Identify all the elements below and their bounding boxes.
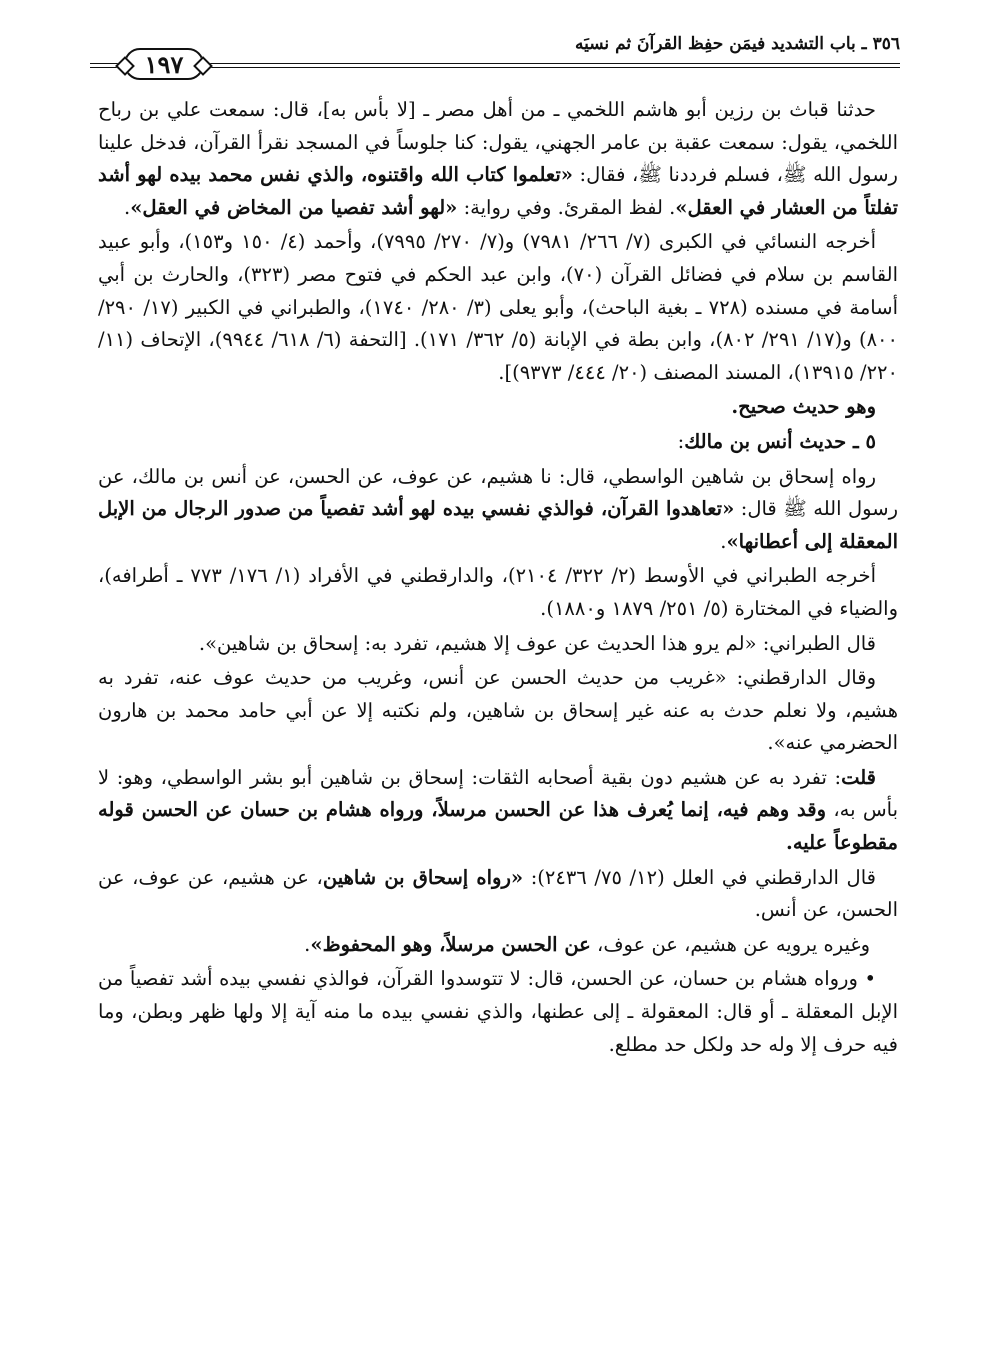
text-segment: :	[677, 429, 685, 453]
text-segment: قال الطبراني: «لم يرو هذا الحديث عن عوف إلا هشيم، تفرد به: إسحاق بن شاهين».	[198, 631, 876, 655]
bold-text-segment: عن الحسن مرسلاً، وهو المحفوظ»	[310, 932, 591, 956]
text-segment: وقال الدارقطني: «غريب من حديث الحسن عن أنس، وغريب من حديث عوف عنه، تفرد به هشيم، ولا نعلم حدث به عنه غير إسحاق بن شاهين، ولم نكتبه إلا عن أبي حامد محمد بن هارون الحضرمي عنه».	[98, 666, 898, 755]
bold-text-segment: «رواه إسحاق بن شاهين	[322, 865, 524, 889]
paragraph-daraqutni-note	[98, 662, 898, 760]
text-segment: أخرجه النسائي في الكبرى (٧/ ٢٦٦/ ٧٩٨١) و(٧/ ٢٧٠/ ٧٩٩٥)، وأحمد (٤/ ١٥٠ و١٥٣)، وأبو عبيد القاسم بن سلام في فضائل القرآن (٧٠)، وابن عبد الحكم في فتوح مصر (٣٢٣)، والحارث بن أبي أسامة في مسنده (٧٢٨ ـ بغية الباحث)، وأبو يعلى (٣/ ٢٨٠/ ١٧٤٠)، والطبراني في الكبير (١٧/ ٢٩٠/ ٨٠٠) و(١٧/ ٢٩١/ ٨٠٢)، وابن بطة في الإبانة (٥/ ٣٦٢/ ١٧١). [التحفة (٦/ ٦١٨/ ٩٩٤٤)، الإتحاف (١١/ ٢٢٠/ ١٣٩١٥)، المسند المصنف (٢٠/ ٤٤٤/ ٩٣٧٣)].	[98, 230, 899, 384]
text-segment: وغيره يرويه عن هشيم، عن عوف،	[590, 932, 870, 956]
paragraph-verdict	[98, 391, 898, 424]
bold-text-segment: وهو حديث صحيح.	[731, 395, 876, 419]
paragraph-tabarani-note	[98, 628, 898, 661]
paragraph-hadith-uqba	[98, 94, 898, 224]
text-segment: رواه إسحاق بن شاهين الواسطي، قال: نا هشيم، عن عوف، عن الحسن، عن أنس بن مالك، عن رسول الله ﷺ قال:	[98, 464, 898, 521]
paragraph-ilal-quote	[98, 862, 898, 927]
bold-text-segment: قلت	[841, 765, 876, 789]
paragraph-author-note	[98, 762, 898, 860]
bold-text-segment: «تعلموا كتاب الله واقتنوه، والذي نفس محمد بيده لهو أشد تفلتاً من العشار في العقل»	[98, 163, 898, 219]
text-segment: قال الدارقطني في العلل (١٢/ ٧٥/ ٢٤٣٦):	[523, 865, 876, 889]
text-segment: • ورواه هشام بن حسان، عن الحسن، قال: لا تتوسدوا القرآن، فوالذي نفسي بيده أشد تفصياً من الإبل المعقلة ـ أو قال: المعقولة ـ إلى عطنها، والذي نفسي بيده ما منه آية إلا ولها ظهر وبطن، وما فيه حرف إلا وله حد ولكل حد مطلع.	[98, 967, 898, 1056]
paragraph-hisham-report	[98, 963, 898, 1061]
text-segment: : تفرد به عن هشيم دون بقية أصحابه الثقات: إسحاق بن شاهين أبو بشر الواسطي، وهو: لا بأس به،	[98, 765, 898, 822]
text-segment: ، عن هشيم، عن عوف، عن الحسن، عن أنس.	[98, 865, 898, 922]
main-text	[98, 94, 898, 1063]
bold-text-segment: «تعاهدوا القرآن، فوالذي نفسي بيده لهو أشد تفصياً من صدور الرجال من الإبل المعقلة إلى أعطانها»	[98, 497, 898, 553]
paragraph-takhrij-uqba	[98, 226, 898, 389]
paragraph-section-heading	[98, 426, 898, 459]
chapter-title: ٣٥٦ ـ باب التشديد فيمَن حفِظ القرآنَ ثم نسيَه	[575, 34, 900, 54]
bold-text-segment: ٥ ـ حديث أنس بن مالك	[684, 429, 876, 453]
text-segment: حدثنا قباث بن رزين أبو هاشم اللخمي ـ من أهل مصر ـ [لا بأس به]، قال: سمعت علي بن رباح اللخمي، يقول: سمعت عقبة بن عامر الجهني، يقول: كنا جلوساً في المسجد نقرأ القرآن، فدخل علينا رسول الله ﷺ، فسلم فرددنا ﷺ، فقال:	[98, 98, 898, 187]
paragraph-ilal-continuation	[98, 929, 898, 962]
text-segment: .	[720, 529, 727, 553]
paragraph-hadith-anas	[98, 461, 898, 559]
page-header	[90, 34, 900, 79]
text-segment: .	[124, 195, 131, 219]
text-segment: .	[304, 932, 311, 956]
bold-text-segment: وقد وهم فيه، إنما يُعرف هذا عن الحسن مرسلاً، ورواه هشام بن حسان عن الحسن قوله مقطوعاً عليه.	[98, 798, 898, 855]
text-segment: أخرجه الطبراني في الأوسط (٢/ ٣٢٢/ ٢١٠٤)، والدارقطني في الأفراد (١/ ١٧٦/ ٧٧٣ ـ أطرافه)، والضياء في المختارة (٥/ ٢٥١/ ١٨٧٩ و١٨٨٠).	[98, 564, 898, 620]
bold-text-segment: «لهو أشد تفصيا من المخاض في العقل»	[130, 195, 458, 219]
paragraph-takhrij-anas	[98, 560, 898, 625]
page-number-badge: ١٩٧	[124, 48, 204, 80]
text-segment: . لفظ المقرئ. وفي رواية:	[457, 195, 676, 219]
